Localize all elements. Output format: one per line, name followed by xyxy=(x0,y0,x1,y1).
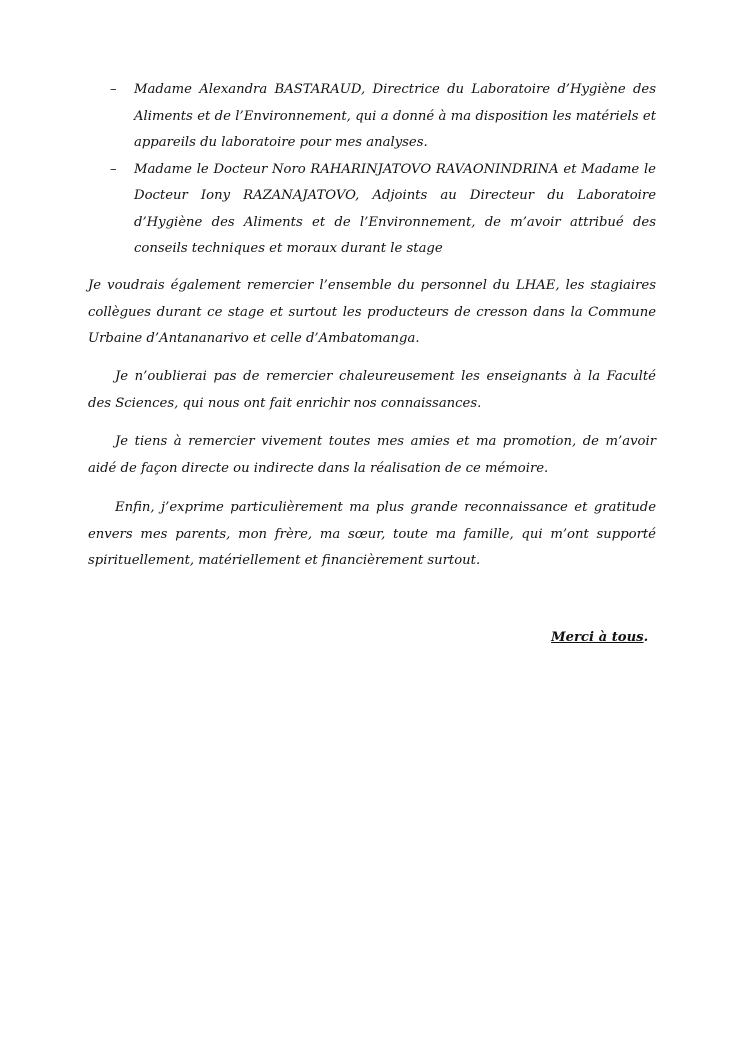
list-item-text: Madame le Docteur Noro RAHARINJATOVO RAVAONINDRINA et Madame le Docteur Iony RAZANAJATOVO, Adjoints au Directeur du Laboratoire d’Hygiène des Aliments et de l’Environnement, de m’avoir attribué des conseils techniques et moraux durant le stage xyxy=(134,161,656,256)
list-item xyxy=(88,77,656,157)
paragraph-family-thanks: Enfin, j’exprime particulièrement ma plus grande reconnaissance et gratitude envers mes parents, mon frère, ma sœur, toute ma famille, qui m’ont supporté spirituellement, matériellement et financièrement surtout. xyxy=(88,500,656,568)
closing-text: Merci à tous xyxy=(551,630,644,645)
paragraph-faculty-thanks: Je n’oublierai pas de remercier chaleureusement les enseignants à la Faculté des Sciences, qui nous ont fait enrichir nos connaissances. xyxy=(88,369,656,411)
acknowledgement-list xyxy=(88,77,656,263)
paragraph-friends-thanks: Je tiens à remercier vivement toutes mes amies et ma promotion, de m’avoir aidé de façon directe ou indirecte dans la réalisation de ce mémoire. xyxy=(88,434,656,476)
paragraph-staff-thanks: Je voudrais également remercier l’ensemble du personnel du LHAE, les stagiaires collègues durant ce stage et surtout les producteurs de cresson dans la Commune Urbaine d’Antananarivo et celle d’Ambatomanga. xyxy=(88,278,656,346)
dash-marker: – xyxy=(110,82,117,97)
closing-punctuation: . xyxy=(643,630,649,645)
dash-marker: – xyxy=(110,161,117,177)
closing-signoff xyxy=(551,625,648,651)
list-item-text: Madame Alexandra BASTARAUD, Directrice du Laboratoire d’Hygiène des Aliments et de l’Environnement, qui a donné à ma disposition les matériels et appareils du laboratoire pour mes analyses. xyxy=(134,82,656,150)
list-item xyxy=(88,157,656,263)
